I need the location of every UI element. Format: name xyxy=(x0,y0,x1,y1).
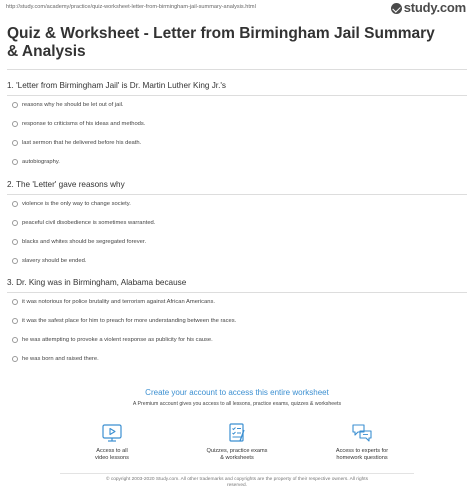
answer-text: he was born and raised there. xyxy=(22,355,99,362)
question-text: 2. The 'Letter' gave reasons why xyxy=(7,180,125,189)
copyright-line1: © copyright 2003-2020 Study.com. All other trademarks and copyrights are the property of their respective owners. All rights xyxy=(105,477,369,482)
feature-label-line2: homework questions xyxy=(336,455,388,461)
answer-text: last sermon that he delivered before his death. xyxy=(22,139,142,146)
feature-list xyxy=(0,422,474,462)
answer-option[interactable] xyxy=(7,152,467,171)
feature-experts xyxy=(327,422,397,462)
question-1 xyxy=(7,81,467,171)
answer-text: peaceful civil disobedience is sometimes warranted. xyxy=(22,219,156,226)
answer-text: blacks and whites should be segregated forever. xyxy=(22,238,147,245)
answer-option[interactable] xyxy=(7,133,467,152)
feature-label-line1: Quizzes, practice exams xyxy=(206,448,268,454)
radio-button[interactable] xyxy=(12,159,18,165)
study-logo[interactable] xyxy=(391,2,466,14)
radio-button[interactable] xyxy=(12,318,18,324)
premium-cta xyxy=(0,388,474,407)
experts-chat-icon xyxy=(351,422,373,444)
page-url: http://study.com/academy/practice/quiz-worksheet-letter-from-birmingham-jail-summary-analysis.html xyxy=(6,4,256,10)
feature-label-line2: video lessons xyxy=(95,455,129,461)
radio-button[interactable] xyxy=(12,102,18,108)
answer-option[interactable] xyxy=(7,311,467,330)
checkmark-logo-icon xyxy=(391,3,402,14)
feature-label-line2: & worksheets xyxy=(220,455,254,461)
copyright-line2: reserved. xyxy=(227,483,247,488)
answer-text: it was the safest place for him to preach for more understanding between the races. xyxy=(22,317,237,324)
answer-option[interactable] xyxy=(7,251,467,270)
answer-option[interactable] xyxy=(7,232,467,251)
quizzes-worksheets-icon xyxy=(226,422,248,444)
answer-text: autobiography. xyxy=(22,158,60,165)
feature-label-line1: Access to all xyxy=(96,448,128,454)
answer-option[interactable] xyxy=(7,213,467,232)
radio-button[interactable] xyxy=(12,220,18,226)
answer-text: response to criticisms of his ideas and methods. xyxy=(22,120,146,127)
radio-button[interactable] xyxy=(12,258,18,264)
answer-option[interactable] xyxy=(7,194,467,213)
answer-option[interactable] xyxy=(7,330,467,349)
answer-text: it was notorious for police brutality and terrorism against African Americans. xyxy=(22,298,215,305)
answer-text: he was attempting to provoke a violent response as publicity for his cause. xyxy=(22,336,213,343)
copyright-footer xyxy=(60,477,414,489)
question-3 xyxy=(7,278,467,368)
radio-button[interactable] xyxy=(12,140,18,146)
logo-text: study.com xyxy=(403,0,466,15)
feature-quizzes-worksheets xyxy=(202,422,272,462)
radio-button[interactable] xyxy=(12,201,18,207)
answer-text: slavery should be ended. xyxy=(22,257,87,264)
cta-heading[interactable]: Create your account to access this entire worksheet xyxy=(145,388,329,397)
radio-button[interactable] xyxy=(12,239,18,245)
feature-video-lessons xyxy=(77,422,147,462)
video-lessons-icon xyxy=(101,422,123,444)
radio-button[interactable] xyxy=(12,356,18,362)
radio-button[interactable] xyxy=(12,337,18,343)
question-2 xyxy=(7,180,467,270)
footer-divider xyxy=(60,473,414,474)
answer-option[interactable] xyxy=(7,349,467,368)
page-title: Quiz & Worksheet - Letter from Birmingham Jail Summary & Analysis xyxy=(7,25,435,60)
question-text: 3. Dr. King was in Birmingham, Alabama because xyxy=(7,278,187,287)
question-text: 1. 'Letter from Birmingham Jail' is Dr. Martin Luther King Jr.'s xyxy=(7,81,227,90)
answer-option[interactable] xyxy=(7,95,467,114)
radio-button[interactable] xyxy=(12,299,18,305)
cta-subheading: A Premium account gives you access to all lessons, practice exams, quizzes & worksheets xyxy=(132,401,342,407)
answer-option[interactable] xyxy=(7,114,467,133)
feature-label-line1: Access to experts for xyxy=(335,448,389,454)
answer-option[interactable] xyxy=(7,292,467,311)
answer-text: violence is the only way to change society. xyxy=(22,200,131,207)
radio-button[interactable] xyxy=(12,121,18,127)
title-divider xyxy=(7,69,467,70)
answer-text: reasons why he should be let out of jail. xyxy=(22,101,124,108)
